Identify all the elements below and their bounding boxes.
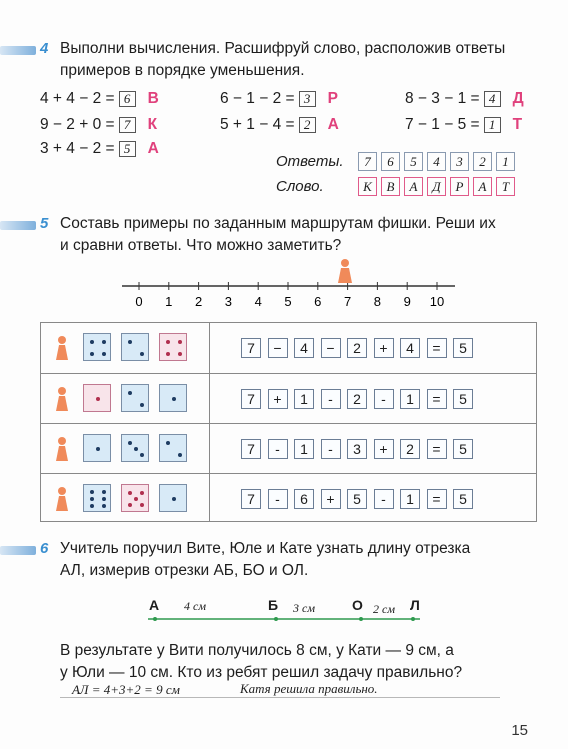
- answer-cell[interactable]: 3: [450, 152, 469, 171]
- example-item: [220, 90, 338, 108]
- die-pip: [140, 403, 144, 407]
- example-answer-box[interactable]: 6: [119, 91, 136, 107]
- die-icon: [121, 384, 149, 412]
- die-pip: [90, 490, 94, 494]
- example-item: [405, 116, 522, 134]
- example-item: [40, 140, 159, 158]
- equation-cell[interactable]: -: [374, 489, 394, 509]
- die-pip: [172, 497, 176, 501]
- task-marker-bar: [0, 46, 36, 55]
- example-answer-box[interactable]: 1: [484, 117, 501, 133]
- die-pip: [96, 447, 100, 451]
- die-pip: [128, 491, 132, 495]
- number-line-label: 4: [254, 294, 262, 309]
- equation-cell[interactable]: 4: [400, 338, 420, 358]
- example-letter: Д: [512, 90, 524, 107]
- example-expression: 7 − 1 − 5 =: [405, 116, 480, 133]
- equation-cell[interactable]: -: [321, 389, 341, 409]
- die-pip: [102, 352, 106, 356]
- example-item: [405, 90, 524, 108]
- equation-cell[interactable]: +: [268, 389, 288, 409]
- die-pip: [178, 352, 182, 356]
- word-letter-cell[interactable]: А: [473, 177, 492, 196]
- instruction-line: Составь примеры по заданным маршрутам фишки. Реши их: [60, 215, 496, 232]
- instruction-line: Выполни вычисления. Расшифруй слово, расположив ответы: [60, 40, 506, 57]
- example-letter: К: [147, 116, 158, 133]
- segment-point: [359, 617, 363, 621]
- example-letter: А: [147, 140, 159, 157]
- die-pip: [90, 352, 94, 356]
- word-letter-cell[interactable]: А: [404, 177, 423, 196]
- example-answer-box[interactable]: 7: [119, 117, 136, 133]
- chip-icon: [54, 335, 70, 361]
- segment-point: [153, 617, 157, 621]
- die-pip: [140, 503, 144, 507]
- routes-table: [40, 322, 537, 522]
- handwritten-calculation: АЛ = 4+3+2 = 9 см: [72, 682, 180, 697]
- die-pip: [128, 340, 132, 344]
- die-pip: [140, 352, 144, 356]
- die-icon: [121, 484, 149, 512]
- answer-cell[interactable]: 7: [358, 152, 377, 171]
- point-label-b: Б: [268, 597, 279, 613]
- instruction-line: примеров в порядке уменьшения.: [60, 62, 305, 79]
- die-pip: [90, 497, 94, 501]
- die-icon: [83, 384, 111, 412]
- example-expression: 5 + 1 − 4 =: [220, 116, 295, 133]
- answer-cell[interactable]: 5: [404, 152, 423, 171]
- equation-cell[interactable]: 5: [347, 489, 367, 509]
- number-line-label: 10: [429, 294, 445, 309]
- die-icon: [159, 333, 187, 361]
- die-pip: [90, 504, 94, 508]
- example-answer-box[interactable]: 4: [484, 91, 501, 107]
- equation-cell[interactable]: 7: [241, 338, 261, 358]
- equation-cell[interactable]: +: [374, 338, 394, 358]
- example-expression: 4 + 4 − 2 =: [40, 90, 115, 107]
- answer-cell[interactable]: 2: [473, 152, 492, 171]
- answer-cell[interactable]: 6: [381, 152, 400, 171]
- example-answer-box[interactable]: 3: [299, 91, 316, 107]
- number-line-label: 7: [343, 294, 352, 309]
- example-item: [40, 90, 159, 108]
- die-icon: [159, 484, 187, 512]
- segment-length-label: 2 см: [373, 602, 395, 616]
- die-pip: [140, 453, 144, 457]
- word-letter-cell[interactable]: К: [358, 177, 377, 196]
- die-icon: [159, 384, 187, 412]
- equation-cell[interactable]: =: [427, 338, 447, 358]
- die-pip: [128, 441, 132, 445]
- example-answer-box[interactable]: 5: [119, 141, 136, 157]
- die-pip: [102, 497, 106, 501]
- word-letter-cell[interactable]: Д: [427, 177, 446, 196]
- die-pip: [166, 441, 170, 445]
- task-instruction: [60, 538, 470, 582]
- die-icon: [121, 434, 149, 462]
- number-line: [0, 258, 568, 318]
- die-icon: [83, 484, 111, 512]
- equation-cell[interactable]: 7: [241, 389, 261, 409]
- instruction-line: АЛ, измерив отрезки АБ, БО и ОЛ.: [60, 562, 309, 579]
- die-pip: [178, 453, 182, 457]
- task-number: 5: [40, 215, 49, 232]
- point-label-l: Л: [410, 597, 420, 613]
- question-line: у Юли — 10 см. Кто из ребят решил задачу правильно?: [60, 664, 463, 681]
- die-icon: [83, 333, 111, 361]
- chip-icon: [338, 259, 352, 283]
- number-line-label: 6: [314, 294, 322, 309]
- example-answer-box[interactable]: 2: [299, 117, 316, 133]
- point-label-a: А: [149, 597, 160, 613]
- answers-row: [358, 152, 515, 171]
- die-pip: [134, 497, 138, 501]
- equation-cell[interactable]: 2: [347, 338, 367, 358]
- segment-length-label: 3 см: [293, 601, 315, 615]
- segment-point: [274, 617, 278, 621]
- equation-cell[interactable]: 1: [400, 389, 420, 409]
- word-letter-cell[interactable]: Т: [496, 177, 515, 196]
- example-expression: 9 − 2 + 0 =: [40, 116, 115, 133]
- route-row: [41, 373, 536, 423]
- example-expression: 6 − 1 − 2 =: [220, 90, 295, 107]
- route-row: [41, 323, 536, 373]
- equation-cell[interactable]: =: [427, 389, 447, 409]
- equation-cell[interactable]: 2: [347, 389, 367, 409]
- die-pip: [134, 447, 138, 451]
- instruction-line: Учитель поручил Вите, Юле и Кате узнать длину отрезка: [60, 540, 471, 557]
- equation-cell[interactable]: -: [268, 489, 288, 509]
- die-pip: [166, 352, 170, 356]
- die-pip: [96, 397, 100, 401]
- die-pip: [140, 491, 144, 495]
- equation-cell[interactable]: -: [374, 389, 394, 409]
- die-pip: [102, 504, 106, 508]
- example-item: [40, 116, 157, 134]
- example-letter: Р: [327, 90, 338, 107]
- equation-cell[interactable]: 7: [241, 439, 261, 459]
- equation-cell[interactable]: =: [427, 489, 447, 509]
- equation-cell[interactable]: -: [268, 439, 288, 459]
- number-line-label: 1: [165, 294, 173, 309]
- task-marker-bar: [0, 546, 36, 555]
- die-pip: [178, 340, 182, 344]
- example-expression: 8 − 3 − 1 =: [405, 90, 480, 107]
- route-row: [41, 423, 536, 473]
- number-line-label: 0: [135, 294, 143, 309]
- point-label-o: О: [352, 597, 363, 613]
- equation-cell[interactable]: 5: [453, 338, 473, 358]
- example-letter: А: [327, 116, 339, 133]
- word-row: [358, 177, 515, 196]
- equation-cell[interactable]: 7: [241, 489, 261, 509]
- task-instruction: [60, 38, 505, 82]
- equation-cell[interactable]: 5: [453, 489, 473, 509]
- segment-point: [411, 617, 415, 621]
- equation-cell[interactable]: 5: [453, 389, 473, 409]
- route-row: [41, 473, 536, 523]
- equation-cell[interactable]: 1: [400, 489, 420, 509]
- die-icon: [121, 333, 149, 361]
- example-item: [220, 116, 339, 134]
- equation-cell[interactable]: =: [427, 439, 447, 459]
- equation-cell[interactable]: +: [321, 489, 341, 509]
- die-icon: [83, 434, 111, 462]
- equation-cell[interactable]: +: [374, 439, 394, 459]
- task-instruction: [60, 213, 496, 257]
- chip-icon: [54, 436, 70, 462]
- die-pip: [166, 340, 170, 344]
- equation-cell[interactable]: 1: [294, 439, 314, 459]
- die-pip: [128, 503, 132, 507]
- task-question: [60, 640, 462, 684]
- chip-icon: [54, 386, 70, 412]
- die-pip: [102, 490, 106, 494]
- number-line-label: 9: [403, 294, 411, 309]
- number-line-label: 8: [373, 294, 382, 309]
- answer-cell[interactable]: 4: [427, 152, 446, 171]
- chip-icon: [54, 486, 70, 512]
- die-pip: [128, 391, 132, 395]
- die-pip: [102, 340, 106, 344]
- word-label: Слово.: [276, 178, 324, 195]
- column-divider: [209, 323, 210, 521]
- equation-cell[interactable]: 1: [294, 389, 314, 409]
- equation-cell[interactable]: −: [321, 338, 341, 358]
- die-pip: [172, 397, 176, 401]
- instruction-line: и сравни ответы. Что можно заметить?: [60, 237, 342, 254]
- equation-cell[interactable]: 3: [347, 439, 367, 459]
- equation-cell[interactable]: 4: [294, 338, 314, 358]
- segment-diagram: [0, 605, 568, 635]
- segment-length-label: 4 см: [184, 599, 206, 613]
- word-letter-cell[interactable]: В: [381, 177, 400, 196]
- equation-cell[interactable]: 6: [294, 489, 314, 509]
- equation-cell[interactable]: 5: [453, 439, 473, 459]
- equation-cell[interactable]: -: [321, 439, 341, 459]
- number-line-label: 5: [284, 294, 292, 309]
- example-letter: В: [147, 90, 159, 107]
- task-number: 6: [40, 540, 49, 557]
- die-pip: [90, 340, 94, 344]
- example-expression: 3 + 4 − 2 =: [40, 140, 115, 157]
- equation-cell[interactable]: −: [268, 338, 288, 358]
- task-number: 4: [40, 40, 49, 57]
- equation-cell[interactable]: 2: [400, 439, 420, 459]
- question-line: В результате у Вити получилось 8 см, у Кати — 9 см, а: [60, 642, 454, 659]
- task-marker-bar: [0, 221, 36, 230]
- example-letter: Т: [512, 116, 523, 133]
- number-line-label: 2: [194, 294, 203, 309]
- page-number: 15: [511, 722, 528, 739]
- word-letter-cell[interactable]: Р: [450, 177, 469, 196]
- handwritten-answer: Катя решила правильно.: [240, 681, 378, 696]
- number-line-label: 3: [224, 294, 233, 309]
- answer-cell[interactable]: 1: [496, 152, 515, 171]
- answers-label: Ответы.: [276, 153, 344, 170]
- die-icon: [159, 434, 187, 462]
